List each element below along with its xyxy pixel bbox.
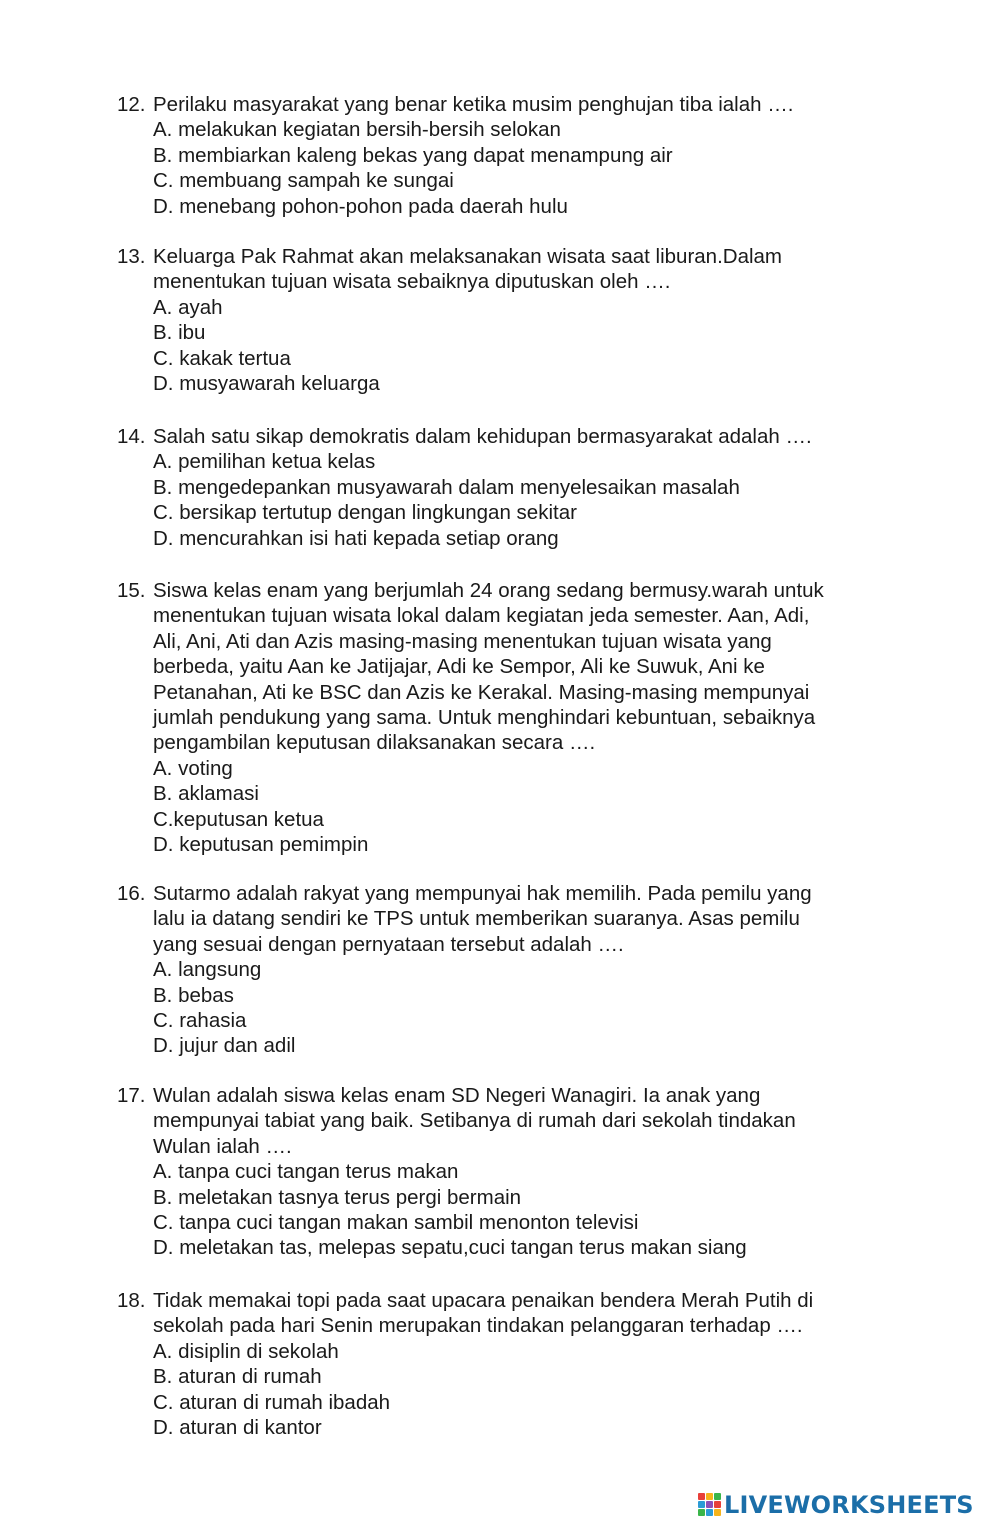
question-15: [117, 578, 887, 857]
option-d[interactable]: D. aturan di kantor: [153, 1416, 322, 1440]
question-text: sekolah pada hari Senin merupakan tindakan pelanggaran terhadap ….: [153, 1314, 803, 1338]
option-b[interactable]: B. aturan di rumah: [153, 1365, 322, 1389]
option-c[interactable]: C. kakak tertua: [153, 346, 291, 370]
question-number: 13.: [117, 245, 146, 268]
question-16: [117, 881, 887, 1059]
option-b[interactable]: B. bebas: [153, 983, 234, 1007]
question-12: [117, 92, 887, 219]
option-b[interactable]: B. meletakan tasnya terus pergi bermain: [153, 1185, 522, 1209]
question-text: Wulan adalah siswa kelas enam SD Negeri Wanagiri. Ia anak yang: [153, 1084, 761, 1107]
liveworksheets-brand-text: LIVEWORKSHEETS: [724, 1491, 974, 1519]
question-text: Petanahan, Ati ke BSC dan Azis ke Kerakal. Masing-masing mempunyai: [153, 680, 810, 704]
question-text: Siswa kelas enam yang berjumlah 24 orang sedang bermusy.warah untuk: [153, 579, 824, 602]
option-b[interactable]: B. mengedepankan musyawarah dalam menyelesaikan masalah: [153, 475, 740, 499]
question-body: [153, 424, 887, 551]
question-text: Ali, Ani, Ati dan Azis masing-masing menentukan tujuan wisata yang: [153, 629, 772, 653]
question-body: [153, 578, 887, 857]
option-b[interactable]: B. ibu: [153, 321, 206, 345]
option-d[interactable]: D. keputusan pemimpin: [153, 833, 369, 857]
question-text: yang sesuai dengan pernyataan tersebut adalah ….: [153, 932, 624, 956]
question-number: 16.: [117, 882, 146, 905]
question-text: mempunyai tabiat yang baik. Setibanya di rumah dari sekolah tindakan: [153, 1109, 796, 1133]
question-number: 12.: [117, 93, 146, 116]
question-text: menentukan tujuan wisata sebaiknya diputuskan oleh ….: [153, 270, 671, 294]
question-text: lalu ia datang sendiri ke TPS untuk memberikan suaranya. Asas pemilu: [153, 907, 800, 931]
question-number: 15.: [117, 579, 146, 602]
option-b[interactable]: B. aklamasi: [153, 782, 259, 806]
option-c[interactable]: C. bersikap tertutup dengan lingkungan sekitar: [153, 501, 577, 525]
question-text: pengambilan keputusan dilaksanakan secara ….: [153, 731, 596, 755]
option-a[interactable]: A. melakukan kegiatan bersih-bersih selokan: [153, 118, 561, 142]
option-c[interactable]: C. rahasia: [153, 1009, 247, 1033]
question-number: 17.: [117, 1084, 146, 1107]
option-a[interactable]: A. voting: [153, 756, 233, 780]
question-text: Keluarga Pak Rahmat akan melaksanakan wisata saat liburan.Dalam: [153, 245, 783, 268]
question-17: [117, 1083, 887, 1261]
liveworksheets-logo-icon: [698, 1492, 722, 1518]
option-c[interactable]: C. tanpa cuci tangan makan sambil menonton televisi: [153, 1211, 639, 1235]
option-d[interactable]: D. mencurahkan isi hati kepada setiap orang: [153, 526, 559, 550]
option-a[interactable]: A. langsung: [153, 958, 262, 982]
option-a[interactable]: A. tanpa cuci tangan terus makan: [153, 1160, 459, 1184]
question-text: menentukan tujuan wisata lokal dalam kegiatan jeda semester. Aan, Adi,: [153, 604, 810, 628]
question-body: [153, 1288, 887, 1440]
question-text: berbeda, yaitu Aan ke Jatijajar, Adi ke Sempor, Ali ke Suwuk, Ani ke: [153, 655, 765, 679]
question-body: [153, 244, 887, 396]
option-c[interactable]: C. membuang sampah ke sungai: [153, 169, 454, 193]
question-number: 18.: [117, 1289, 146, 1312]
question-14: [117, 424, 887, 551]
option-d[interactable]: D. menebang pohon-pohon pada daerah hulu: [153, 194, 568, 218]
option-d[interactable]: D. meletakan tas, melepas sepatu,cuci tangan terus makan siang: [153, 1236, 747, 1260]
option-b[interactable]: B. membiarkan kaleng bekas yang dapat menampung air: [153, 143, 673, 167]
question-text: Perilaku masyarakat yang benar ketika musim penghujan tiba ialah ….: [153, 93, 794, 116]
option-c[interactable]: C.keputusan ketua: [153, 807, 324, 831]
question-body: [153, 881, 887, 1059]
question-number: 14.: [117, 425, 146, 448]
question-body: [153, 92, 887, 219]
option-c[interactable]: C. aturan di rumah ibadah: [153, 1390, 391, 1414]
option-a[interactable]: A. pemilihan ketua kelas: [153, 450, 376, 474]
question-body: [153, 1083, 887, 1261]
option-a[interactable]: A. ayah: [153, 295, 223, 319]
option-d[interactable]: D. musyawarah keluarga: [153, 372, 380, 396]
question-text: jumlah pendukung yang sama. Untuk menghindari kebuntuan, sebaiknya: [153, 706, 816, 730]
option-d[interactable]: D. jujur dan adil: [153, 1034, 296, 1058]
liveworksheets-branding[interactable]: [698, 1488, 974, 1522]
question-text: Tidak memakai topi pada saat upacara penaikan bendera Merah Putih di: [153, 1289, 814, 1312]
question-text: Wulan ialah ….: [153, 1134, 292, 1158]
question-18: [117, 1288, 887, 1440]
question-text: Salah satu sikap demokratis dalam kehidupan bermasyarakat adalah ….: [153, 425, 812, 448]
option-a[interactable]: A. disiplin di sekolah: [153, 1339, 339, 1363]
question-13: [117, 244, 887, 396]
question-text: Sutarmo adalah rakyat yang mempunyai hak memilih. Pada pemilu yang: [153, 882, 812, 905]
